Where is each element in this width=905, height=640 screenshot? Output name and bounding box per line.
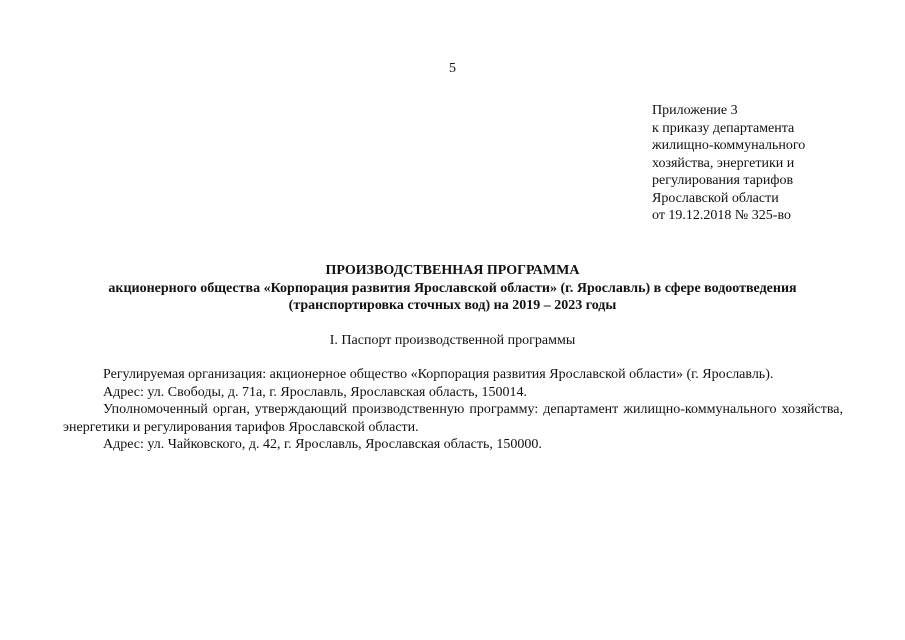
appendix-line: жилищно-коммунального — [652, 138, 806, 153]
paragraph: Адрес: ул. Чайковского, д. 42, г. Ярославль, Ярославская область, 150000. — [103, 437, 542, 452]
appendix-line: Приложение 3 — [652, 103, 738, 118]
document-title — [40, 262, 865, 315]
appendix-line: регулирования тарифов — [652, 173, 794, 188]
section-heading: I. Паспорт производственной программы — [329, 333, 576, 348]
title-line: ПРОИЗВОДСТВЕННАЯ ПРОГРАММА — [325, 263, 580, 278]
document-body — [63, 366, 843, 454]
paragraph: Уполномоченный орган, утверждающий производственную программу: департамент жилищно-коммунального хозяйства, энергетики и регулирования тарифов Ярославской области. — [63, 402, 843, 435]
title-line: акционерного общества «Корпорация развития Ярославской области» (г. Ярославль) в сфере водоотведения — [108, 280, 797, 296]
paragraph: Адрес: ул. Свободы, д. 71а, г. Ярославль, Ярославская область, 150014. — [103, 384, 528, 400]
paragraph: Регулируемая организация: акционерное общество «Корпорация развития Ярославской области» (г. Ярославль). — [103, 367, 774, 382]
appendix-line: от 19.12.2018 № 325-во — [652, 208, 791, 223]
appendix-line: к приказу департамента — [652, 120, 795, 136]
page-number: 5 — [449, 61, 456, 76]
appendix-block — [652, 102, 892, 225]
appendix-line: хозяйства, энергетики и — [652, 155, 795, 171]
title-line: (транспортировка сточных вод) на 2019 – 2023 годы — [288, 298, 617, 313]
appendix-line: Ярославской области — [652, 190, 779, 206]
